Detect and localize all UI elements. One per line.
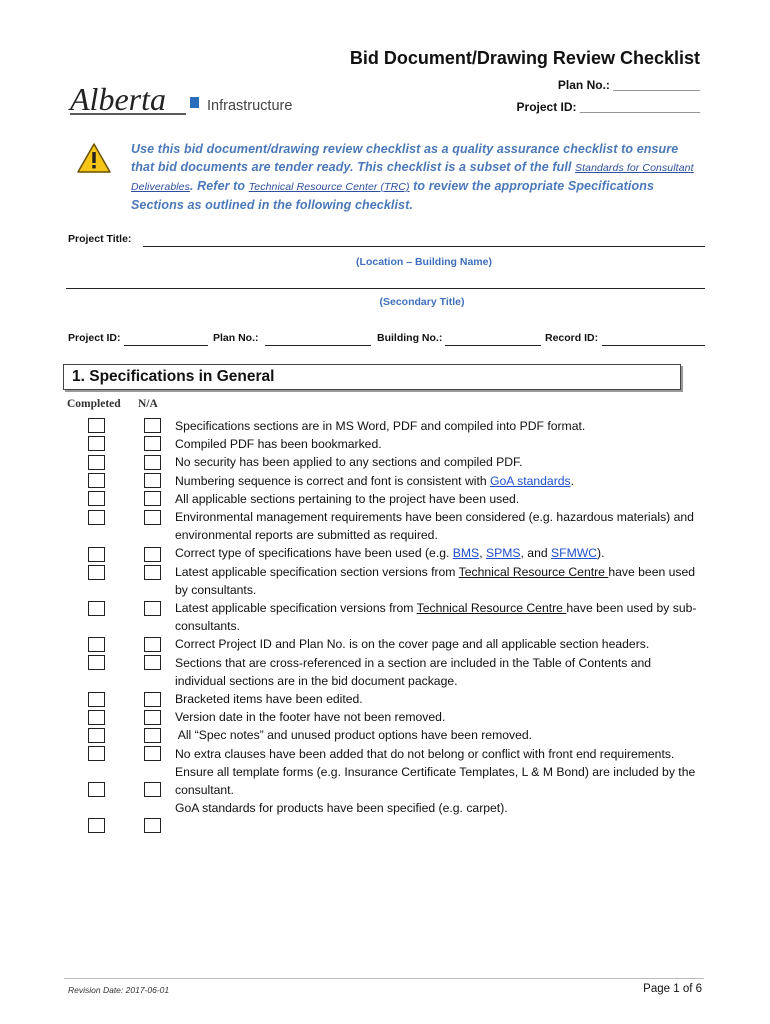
project-id-field[interactable]: Project ID: __________________ xyxy=(516,100,700,114)
list-item: Specifications sections are in MS Word, PDF and compiled into PDF format. xyxy=(175,419,586,433)
completed-checkbox[interactable] xyxy=(88,565,105,580)
record-id-label: Record ID: xyxy=(545,332,599,344)
na-checkbox[interactable] xyxy=(144,473,161,488)
list-item: Bracketed items have been edited. xyxy=(175,692,363,707)
list-item: Ensure all template forms (e.g. Insurance Certificate Templates, L & M Bond) are included by the consultant. xyxy=(175,764,696,798)
plan-no-label: Plan No.: xyxy=(213,332,259,344)
completed-column-header: Completed xyxy=(67,398,121,410)
list-item: Correct type of specifications have been used (e.g. BMS, SPMS, and SFMWC). xyxy=(175,546,605,561)
na-checkbox[interactable] xyxy=(144,655,161,670)
completed-checkbox[interactable] xyxy=(88,728,105,743)
list-item: Sections that are cross-referenced in a section are included in the Table of Contents and individual sections are in the bid document package. xyxy=(175,655,652,688)
na-checkbox[interactable] xyxy=(144,491,161,506)
building-no-input[interactable] xyxy=(445,345,541,346)
secondary-title-input[interactable] xyxy=(66,288,705,289)
goa-standards-link[interactable]: GoA standards xyxy=(490,473,571,488)
na-checkbox[interactable] xyxy=(144,547,161,562)
completed-checkbox[interactable] xyxy=(88,692,105,707)
location-caption: (Location – Building Name) xyxy=(356,256,492,268)
project-id-label: Project ID: xyxy=(68,332,121,344)
na-checkbox[interactable] xyxy=(144,728,161,743)
standards-link[interactable]: Standards for Consultant Deliverables xyxy=(131,162,694,193)
document-title: Bid Document/Drawing Review Checklist xyxy=(349,48,700,68)
na-column-header: N/A xyxy=(138,398,158,410)
logo-department: Infrastructure xyxy=(207,98,293,114)
list-item: No extra clauses have been added that do not belong or conflict with front end requirements. xyxy=(175,746,675,761)
list-item: All “Spec notes” and unused product options have been removed. xyxy=(175,728,533,743)
completed-checkbox[interactable] xyxy=(88,818,105,833)
na-checkbox[interactable] xyxy=(144,637,161,652)
record-id-input[interactable] xyxy=(602,345,705,346)
building-no-label: Building No.: xyxy=(377,332,443,344)
list-item: All applicable sections pertaining to the project have been used. xyxy=(175,491,520,506)
na-checkbox[interactable] xyxy=(144,818,161,833)
na-checkbox[interactable] xyxy=(144,601,161,616)
list-item: Correct Project ID and Plan No. is on the cover page and all applicable section headers. xyxy=(175,637,650,652)
completed-checkbox[interactable] xyxy=(88,436,105,451)
list-item: Compiled PDF has been bookmarked. xyxy=(175,437,382,452)
completed-checkbox[interactable] xyxy=(88,491,105,506)
checklist-items xyxy=(175,417,705,817)
project-title-input[interactable] xyxy=(143,246,705,247)
project-title-label: Project Title: xyxy=(68,233,132,245)
list-item: No security has been applied to any sections and compiled PDF. xyxy=(175,455,523,470)
completed-checkbox[interactable] xyxy=(88,473,105,488)
na-checkbox[interactable] xyxy=(144,418,161,433)
completed-checkbox[interactable] xyxy=(88,510,105,525)
logo-wordmark: Alberta xyxy=(70,81,166,117)
plan-no-field[interactable]: Plan No.: _____________ xyxy=(557,78,700,92)
list-item: Numbering sequence is correct and font is consistent with GoA standards. xyxy=(175,473,575,488)
completed-checkbox[interactable] xyxy=(88,455,105,470)
completed-checkbox[interactable] xyxy=(88,601,105,616)
list-item: Version date in the footer have not been removed. xyxy=(175,710,446,725)
completed-checkbox[interactable] xyxy=(88,746,105,761)
trc-link[interactable]: Technical Resource Center (TRC) xyxy=(248,181,410,193)
na-checkbox[interactable] xyxy=(144,710,161,725)
revision-date: Revision Date: 2017-06-01 xyxy=(68,985,170,995)
na-checkbox[interactable] xyxy=(144,510,161,525)
completed-checkbox[interactable] xyxy=(88,710,105,725)
bms-link[interactable]: BMS xyxy=(452,546,480,561)
list-item: GoA standards for products have been specified (e.g. carpet). xyxy=(175,801,508,816)
project-id-input[interactable] xyxy=(124,345,208,346)
section-heading-text: 1. Specifications in General xyxy=(72,368,275,385)
alberta-logo xyxy=(68,80,308,120)
spms-link[interactable]: SPMS xyxy=(485,546,521,561)
trc-link[interactable]: Technical Resource Centre xyxy=(458,564,609,579)
na-checkbox[interactable] xyxy=(144,436,161,451)
na-checkbox[interactable] xyxy=(144,782,161,797)
na-checkbox[interactable] xyxy=(144,692,161,707)
completed-checkbox[interactable] xyxy=(88,637,105,652)
trc-link[interactable]: Technical Resource Centre xyxy=(416,601,567,616)
na-checkbox[interactable] xyxy=(144,746,161,761)
na-checkbox[interactable] xyxy=(144,565,161,580)
na-checkbox[interactable] xyxy=(144,455,161,470)
list-item: Latest applicable specification section versions from Technical Resource Centre have been used by consultants. xyxy=(175,564,696,597)
section-heading xyxy=(63,364,681,390)
footer-divider xyxy=(64,978,704,979)
sfmwc-link[interactable]: SFMWC xyxy=(551,546,598,561)
notice-text: Use this bid document/drawing review checklist as a quality assurance checklist to ensure that bid documents are tender ready. This checklist is a subset of the full Standards for Consultant Deliverables. Refer to Technical Resource Center (TRC) to review the appropriate Specifications Sections as outlined in the following checklist. xyxy=(131,142,694,212)
completed-checkbox[interactable] xyxy=(88,418,105,433)
page-number: Page 1 of 6 xyxy=(643,983,702,995)
list-item: Latest applicable specification versions from Technical Resource Centre have been used by sub-consultants. xyxy=(175,601,697,634)
warning-icon xyxy=(76,142,112,179)
completed-checkbox[interactable] xyxy=(88,655,105,670)
plan-no-input[interactable] xyxy=(265,345,371,346)
completed-checkbox[interactable] xyxy=(88,547,105,562)
completed-checkbox[interactable] xyxy=(88,782,105,797)
secondary-caption: (Secondary Title) xyxy=(379,296,465,308)
list-item: Environmental management requirements have been considered (e.g. hazardous materials) and environmental reports are submitted as required. xyxy=(175,510,694,543)
